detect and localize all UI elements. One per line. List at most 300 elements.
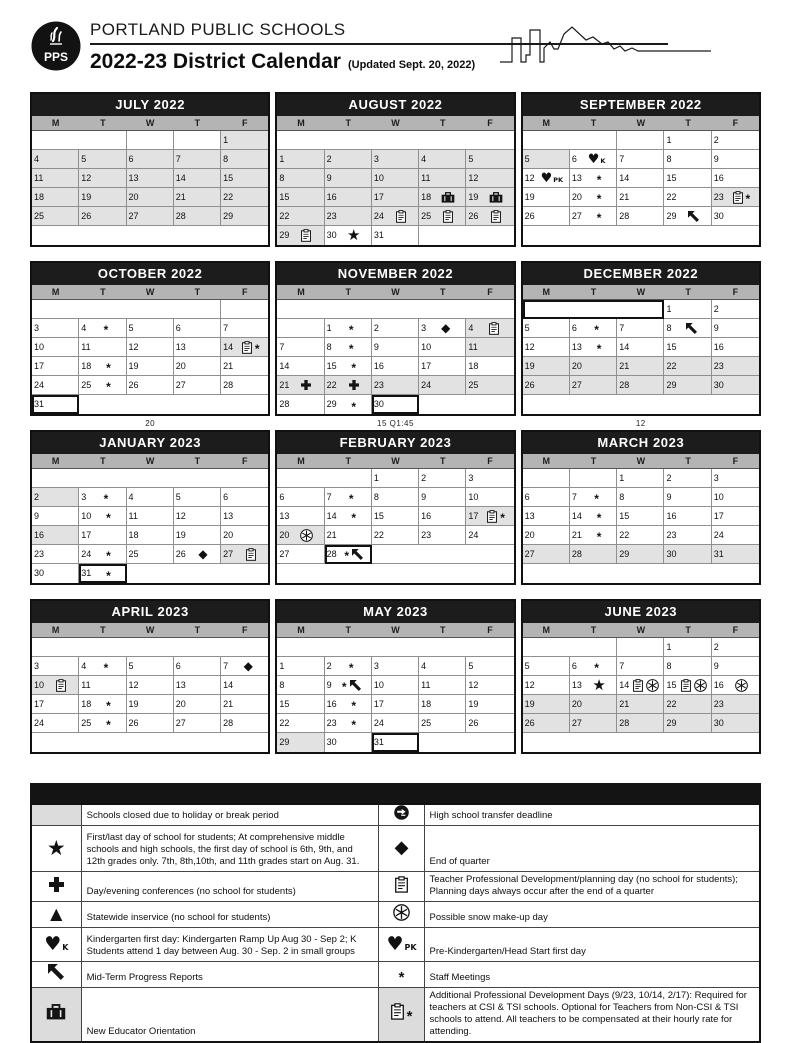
legend-row (31, 928, 760, 962)
weekday-label: M (297, 625, 305, 635)
day-icons (676, 211, 710, 222)
day-number: 4 (128, 491, 134, 502)
day-number: 6 (571, 322, 577, 333)
day-cell (32, 338, 79, 357)
day-cell (372, 733, 419, 752)
day-cell (372, 319, 419, 338)
day-icons (289, 229, 323, 242)
day-icons (431, 192, 465, 203)
legend-icon-cell (379, 928, 424, 962)
day-cell (664, 469, 711, 488)
weekday-label: W (636, 118, 646, 128)
day-cell (127, 657, 174, 676)
day-number: 2 (666, 472, 672, 483)
day-cell (664, 300, 711, 319)
day-number: 26 (128, 379, 139, 390)
day-number: 28 (223, 717, 234, 728)
day-cell (570, 188, 617, 207)
day-cell (523, 507, 570, 526)
legend-icon-cell (31, 902, 81, 928)
empty-cell (419, 395, 514, 414)
empty-cell (523, 733, 759, 752)
day-cell (221, 319, 268, 338)
empty-cell (523, 131, 618, 150)
empty-cell (523, 395, 759, 414)
day-cell (617, 714, 664, 733)
day-icons (582, 210, 616, 225)
day-number: 8 (666, 322, 672, 333)
day-cell (712, 169, 759, 188)
clipboard-icon (395, 876, 408, 893)
day-cell (419, 507, 466, 526)
day-number: 22 (223, 191, 234, 202)
day-number: 5 (128, 322, 134, 333)
day-icons (91, 360, 125, 375)
day-cell (664, 376, 711, 395)
day-icons (86, 491, 125, 506)
day-icons (91, 698, 125, 713)
day-number: 29 (666, 379, 677, 390)
day-number: 22 (666, 360, 677, 371)
weekday-label: M (51, 118, 60, 128)
day-cell (570, 488, 617, 507)
day-cell (466, 207, 513, 226)
asterisk-icon: * (103, 492, 109, 506)
heart-pk-icon: ♥PK (540, 170, 564, 186)
day-number: 11 (81, 679, 91, 690)
day-number: 28 (619, 379, 630, 390)
day-number: 13 (175, 679, 186, 690)
asterisk-icon: * (351, 718, 357, 732)
month-title: FEBRUARY 2023 (277, 432, 513, 454)
legend-row (31, 826, 760, 872)
weekday-label: T (590, 118, 597, 128)
day-number: 11 (128, 510, 138, 521)
snowflake-icon (300, 529, 313, 542)
day-number: 27 (571, 379, 582, 390)
asterisk-icon: * (351, 699, 357, 713)
months-grid (30, 92, 761, 768)
day-cell (712, 207, 759, 226)
day-cell (32, 376, 79, 395)
day-number: 18 (34, 191, 45, 202)
cross-icon (301, 380, 311, 390)
day-cell (79, 169, 126, 188)
day-number: 1 (666, 303, 672, 314)
day-cell (32, 507, 79, 526)
day-number: 29 (619, 548, 630, 559)
day-number: 11 (34, 172, 44, 183)
day-number: 8 (666, 153, 672, 164)
day-cell (419, 526, 466, 545)
empty-cell (277, 469, 372, 488)
day-cell (466, 357, 513, 376)
day-number: 13 (128, 172, 139, 183)
legend-icon-cell (379, 962, 424, 988)
day-number: 26 (81, 210, 92, 221)
day-number: 14 (279, 360, 290, 371)
day-cell (372, 188, 419, 207)
day-cell (664, 488, 711, 507)
day-icons (332, 322, 371, 337)
empty-cell (523, 300, 665, 319)
day-number: 20 (571, 698, 582, 709)
legend-icon-cell (31, 872, 81, 902)
day-cell (277, 226, 324, 245)
day-cell (32, 695, 79, 714)
day-icons (233, 341, 268, 354)
month-title: APRIL 2023 (32, 601, 268, 623)
clipboard-icon (681, 679, 691, 692)
day-number: 16 (713, 172, 724, 183)
empty-cell (277, 131, 513, 150)
day-icons (186, 548, 220, 560)
day-cell (79, 188, 126, 207)
day-icons (332, 679, 371, 694)
day-number: 31 (713, 548, 724, 559)
day-cell (617, 319, 664, 338)
day-number: 14 (223, 679, 234, 690)
day-cell (277, 488, 324, 507)
day-icons (337, 548, 371, 563)
day-cell (174, 150, 221, 169)
clipboard-icon (301, 229, 311, 242)
asterisk-icon: * (106, 568, 111, 583)
day-number: 20 (571, 191, 582, 202)
asterisk-icon: * (596, 530, 602, 544)
clipboard-icon (396, 210, 406, 223)
day-cell (277, 695, 324, 714)
day-cell (277, 207, 324, 226)
day-cell (712, 488, 759, 507)
day-cell (325, 319, 372, 338)
day-cell (277, 150, 324, 169)
day-icons (478, 192, 513, 203)
day-cell (325, 526, 372, 545)
month-january-2023 (30, 430, 270, 599)
day-number: 18 (128, 529, 139, 540)
day-cell (32, 545, 79, 564)
asterisk-icon: * (351, 361, 357, 375)
day-number: 6 (524, 491, 530, 502)
day-number: 15 (223, 172, 234, 183)
day-number: 16 (713, 341, 724, 352)
empty-cell (419, 226, 514, 245)
day-cell (277, 507, 324, 526)
day-cell (79, 338, 126, 357)
day-number: 11 (468, 341, 478, 352)
day-number: 19 (524, 360, 535, 371)
day-cell (32, 150, 79, 169)
day-cell (523, 526, 570, 545)
day-cell (712, 376, 759, 395)
empty-cell (570, 469, 617, 488)
day-number: 19 (81, 191, 92, 202)
day-cell (570, 526, 617, 545)
day-cell (32, 357, 79, 376)
day-number: 1 (326, 322, 332, 333)
briefcase-icon (441, 192, 455, 203)
day-cell (523, 207, 570, 226)
day-number: 27 (128, 210, 139, 221)
day-cell (127, 676, 174, 695)
day-number: 24 (373, 210, 384, 221)
empty-cell (523, 564, 759, 583)
day-number: 3 (713, 472, 719, 483)
day-cell (617, 150, 664, 169)
weekday-label: T (685, 456, 691, 466)
day-number: 30 (34, 568, 45, 578)
day-number: 27 (175, 717, 186, 728)
weekday-label: T (194, 456, 201, 466)
day-cell (617, 338, 664, 357)
day-cell (617, 657, 664, 676)
day-cell (127, 714, 174, 733)
month-title: DECEMBER 2022 (523, 263, 759, 285)
empty-cell (79, 395, 268, 414)
day-cell (79, 207, 126, 226)
diamond-icon: ◆ (198, 547, 208, 561)
heart-k-icon: ♥K (44, 932, 69, 955)
day-number: 15 (279, 698, 290, 709)
instructional-days-footer (275, 585, 515, 599)
day-number: 5 (524, 660, 530, 671)
day-cell (419, 657, 466, 676)
day-cell (174, 695, 221, 714)
snowflake-icon (646, 679, 659, 692)
day-cell (127, 319, 174, 338)
weekday-header (277, 454, 513, 469)
day-icons (337, 380, 371, 390)
day-number: 29 (666, 210, 677, 221)
day-cell (570, 545, 617, 564)
day-cell (277, 357, 324, 376)
weekday-label: W (145, 118, 155, 128)
day-number: 5 (468, 660, 474, 671)
instructional-days-footer (30, 247, 270, 261)
instructional-days-footer (275, 247, 515, 261)
day-number: 3 (81, 491, 87, 502)
day-cell (127, 357, 174, 376)
day-number: 28 (571, 548, 582, 559)
day-number: 1 (666, 641, 672, 652)
empty-cell (523, 226, 759, 245)
day-number: 9 (713, 660, 719, 671)
day-cell (174, 507, 221, 526)
day-number: 11 (421, 172, 431, 183)
weekday-label: T (345, 456, 351, 466)
day-number: 19 (524, 698, 535, 709)
day-cell (466, 657, 513, 676)
day-cell (221, 657, 268, 676)
day-cell (325, 507, 372, 526)
day-number: 11 (81, 341, 91, 352)
day-cell (419, 488, 466, 507)
day-number: 9 (713, 322, 719, 333)
day-cell (79, 676, 126, 695)
day-cell (664, 338, 711, 357)
day-cell (664, 545, 711, 564)
day-number: 22 (373, 529, 384, 540)
instructional-days-footer: 15 Q1:45 (377, 419, 414, 428)
day-number: 9 (34, 510, 40, 521)
day-number: 23 (34, 548, 45, 559)
day-cell (127, 207, 174, 226)
empty-cell (127, 131, 174, 150)
weekday-label: W (145, 287, 155, 297)
day-icons (332, 341, 371, 356)
day-cell (664, 357, 711, 376)
day-cell (221, 131, 268, 150)
day-number: 16 (713, 679, 724, 690)
day-cell (277, 657, 324, 676)
instructional-days-footer (30, 585, 270, 599)
day-number: 21 (175, 191, 186, 202)
day-cell (174, 319, 221, 338)
day-cell (221, 357, 268, 376)
weekday-label: M (297, 456, 305, 466)
clipboard-icon (489, 322, 499, 335)
month-title: NOVEMBER 2022 (277, 263, 513, 285)
weekday-label: T (440, 287, 446, 297)
legend-row (31, 872, 760, 902)
day-number: 26 (468, 717, 479, 728)
day-number: 4 (421, 153, 427, 164)
weekday-label: F (241, 287, 248, 297)
day-cell (570, 714, 617, 733)
day-cell (325, 150, 372, 169)
day-number: 29 (279, 737, 290, 747)
day-cell (712, 131, 759, 150)
day-cell (664, 714, 711, 733)
weekday-label: W (391, 118, 400, 128)
day-number: 8 (279, 679, 285, 690)
day-number: 2 (34, 491, 40, 502)
day-cell (325, 657, 372, 676)
day-cell (79, 545, 126, 564)
asterisk-icon: * (348, 323, 354, 337)
day-cell (325, 488, 372, 507)
asterisk-icon: * (106, 699, 111, 713)
day-icons (44, 679, 78, 692)
triangle-icon: ▲ (50, 903, 63, 923)
day-number: 12 (468, 679, 479, 690)
day-cell (664, 131, 711, 150)
day-cell (523, 695, 570, 714)
day-cell (277, 676, 324, 695)
day-icons (86, 322, 125, 337)
weekday-label: F (487, 456, 493, 466)
day-number: 25 (468, 379, 479, 390)
day-number: 21 (619, 698, 630, 709)
day-cell (174, 376, 221, 395)
weekday-label: T (100, 456, 106, 466)
day-icons (337, 698, 371, 713)
day-number: 3 (34, 322, 40, 333)
day-number: 15 (373, 510, 384, 521)
day-number: 10 (468, 491, 479, 502)
weekday-label: M (51, 456, 60, 466)
day-cell (466, 150, 513, 169)
day-cell (712, 695, 759, 714)
day-icons (724, 191, 759, 204)
legend-icon-cell (31, 826, 81, 872)
day-cell (372, 488, 419, 507)
day-number: 18 (81, 698, 92, 709)
day-number: 15 (666, 679, 677, 690)
clipboard-icon (633, 679, 643, 692)
day-icons (577, 153, 616, 166)
day-number: 30 (713, 379, 724, 390)
pps-logo-text: PPS (43, 50, 69, 64)
day-number: 30 (666, 548, 677, 559)
day-number: 6 (571, 153, 577, 164)
day-cell (419, 469, 466, 488)
day-number: 29 (666, 717, 677, 728)
day-number: 20 (571, 360, 582, 371)
weekday-label: F (732, 118, 739, 128)
day-number: 2 (713, 641, 719, 652)
day-cell (466, 376, 513, 395)
asterisk-icon: * (351, 399, 357, 414)
weekday-header (32, 623, 268, 638)
day-cell (277, 733, 324, 752)
day-cell (466, 319, 513, 338)
day-number: 26 (524, 210, 535, 221)
diamond-icon: ◆ (394, 837, 409, 858)
weekday-label: T (590, 287, 597, 297)
legend-icon-cell (31, 962, 81, 988)
day-cell (523, 188, 570, 207)
day-number: 4 (81, 660, 87, 671)
empty-cell (221, 300, 268, 319)
day-cell (127, 526, 174, 545)
day-cell (372, 526, 419, 545)
weekday-label: T (685, 287, 691, 297)
day-icons (426, 322, 465, 334)
empty-cell (617, 638, 664, 657)
asterisk-icon: * (351, 511, 357, 525)
day-number: 19 (468, 191, 479, 202)
day-cell (372, 226, 419, 245)
legend-icon-cell (379, 872, 424, 902)
day-icons (431, 210, 465, 223)
day-number: 20 (223, 529, 234, 540)
day-cell (32, 319, 79, 338)
weekday-label: F (241, 118, 248, 128)
asterisk-icon: * (596, 173, 602, 187)
day-number: 11 (421, 679, 431, 690)
day-number: 17 (81, 529, 92, 540)
legend-text: High school transfer deadline (424, 804, 760, 826)
day-cell (325, 376, 372, 395)
day-cell (325, 714, 372, 733)
day-icons (91, 717, 125, 732)
day-number: 2 (326, 153, 332, 164)
instructional-days-footer (521, 247, 761, 261)
day-cell (523, 714, 570, 733)
diamond-icon: ◆ (243, 659, 253, 673)
day-cell (277, 376, 324, 395)
day-cell (372, 695, 419, 714)
day-cell (79, 695, 126, 714)
day-number: 16 (666, 510, 677, 521)
empty-cell (523, 469, 570, 488)
day-number: 6 (223, 491, 229, 502)
day-number: 13 (571, 679, 582, 690)
day-cell (372, 357, 419, 376)
day-icons (289, 380, 323, 390)
